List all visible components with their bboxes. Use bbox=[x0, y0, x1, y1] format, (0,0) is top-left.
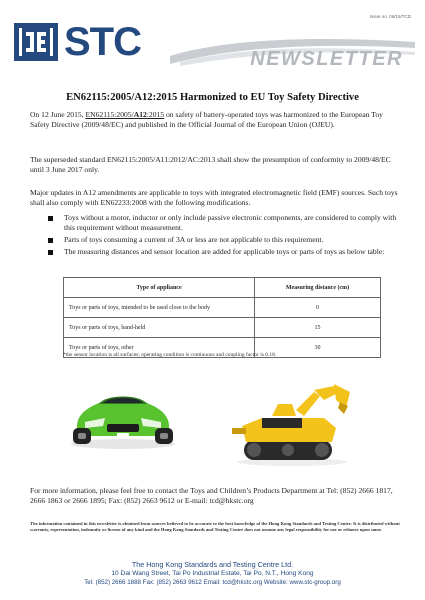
list-item: Toys without a motor, inductor or only include passive electronic components, are considered to comply with this requirement without measurement. bbox=[48, 213, 400, 234]
table-cell-distance: 15 bbox=[255, 318, 381, 338]
intro-post: on safety of battery-operated toys was harmonized to the European Toy Safety Directive (2009/48/EC) and published in the Official Journal of the European Union (OJEU). bbox=[30, 110, 383, 130]
footer-company-name: The Hong Kong Standards and Testing Centre Ltd. bbox=[131, 560, 294, 569]
measuring-distance-table bbox=[63, 277, 381, 358]
table-header-distance: Measuring distance (cm) bbox=[255, 278, 381, 298]
intro-paragraph bbox=[30, 110, 402, 131]
footer-contact-line: Tel: (852) 2666 1888 Fax: (852) 2663 9612 Email: tcd@hkstc.org Website: www.stc-group.org bbox=[84, 579, 341, 586]
bullet-square-icon bbox=[48, 216, 53, 221]
contact-paragraph: For more information, please feel free to contact the Toys and Children’s Products Department at Tel: (852) 2666 1817, 2666 1863 or 2666 1895; Fax: (852) 2663 9612 or E-mail: tcd@hkstc.org bbox=[30, 486, 393, 506]
intro-pre: On 12 June 2015, bbox=[30, 110, 86, 119]
table-row bbox=[64, 298, 381, 318]
bullet-square-icon bbox=[48, 238, 53, 243]
disclaimer-text: The information contained in this newsletter is obtained from sources believed to be accurate to the best knowledge of the Hong Kong Standards and Testing Centre. It is distributed without warranty, representation, indemnity or license of any kind and the Hong Kong Standards and Testing Centre does not assume any legal responsibility for use or reliance upon same. bbox=[30, 521, 400, 532]
table-row bbox=[64, 318, 381, 338]
table-cell-distance: 0 bbox=[255, 298, 381, 318]
updates-paragraph: Major updates in A12 amendments are applicable to toys with integrated electromagnetic field (EMF) sources. Such toys shall also comply with EN62233:2008 with the following modifications. bbox=[30, 188, 398, 208]
table-footnote: *the sensor location is all surfaces; operating condition is continuous and coupling factor is 0.18. bbox=[63, 352, 277, 358]
brand-name: STC bbox=[64, 20, 141, 64]
stc-logo-icon bbox=[14, 23, 58, 61]
issue-number: Issue no. 06/15/TCD bbox=[369, 14, 411, 19]
list-item: Parts of toys consuming a current of 3A or less are not applicable to this requirement. bbox=[48, 235, 400, 245]
article-title: EN62115:2005/A12:2015 Harmonized to EU Toy Safety Directive bbox=[66, 92, 359, 103]
table-cell-appliance: Toys or parts of toys, other bbox=[64, 338, 255, 358]
table-header-row bbox=[64, 278, 381, 298]
footer-address: 10 Dai Wang Street, Tai Po Industrial Estate, Tai Po, N.T., Hong Kong bbox=[111, 570, 314, 577]
table-cell-appliance: Toys or parts of toys, intended to be used close to the body bbox=[64, 298, 255, 318]
standard-reference-link[interactable]: EN62115:2005/A12:2015 bbox=[85, 110, 165, 119]
newsletter-label: NEWSLETTER bbox=[250, 48, 403, 70]
bullet-square-icon bbox=[48, 250, 53, 255]
newsletter-header bbox=[0, 10, 425, 72]
superseded-paragraph: The superseded standard EN62115:2005/A11:2012/AC:2013 shall show the presumption of conformity to 2009/48/EC until 3 June 2017 only. bbox=[30, 155, 391, 175]
green-ride-on-car-image bbox=[63, 382, 183, 452]
table-cell-appliance: Toys or parts of toys, hand-held bbox=[64, 318, 255, 338]
modification-list bbox=[48, 213, 400, 259]
yellow-excavator-toy-image bbox=[232, 378, 357, 468]
list-item: The measuring distances and sensor location are added for applicable toys or parts of toys as below table: bbox=[48, 247, 400, 257]
table-cell-distance: 30 bbox=[255, 338, 381, 358]
table-header-appliance: Type of appliance bbox=[64, 278, 255, 298]
